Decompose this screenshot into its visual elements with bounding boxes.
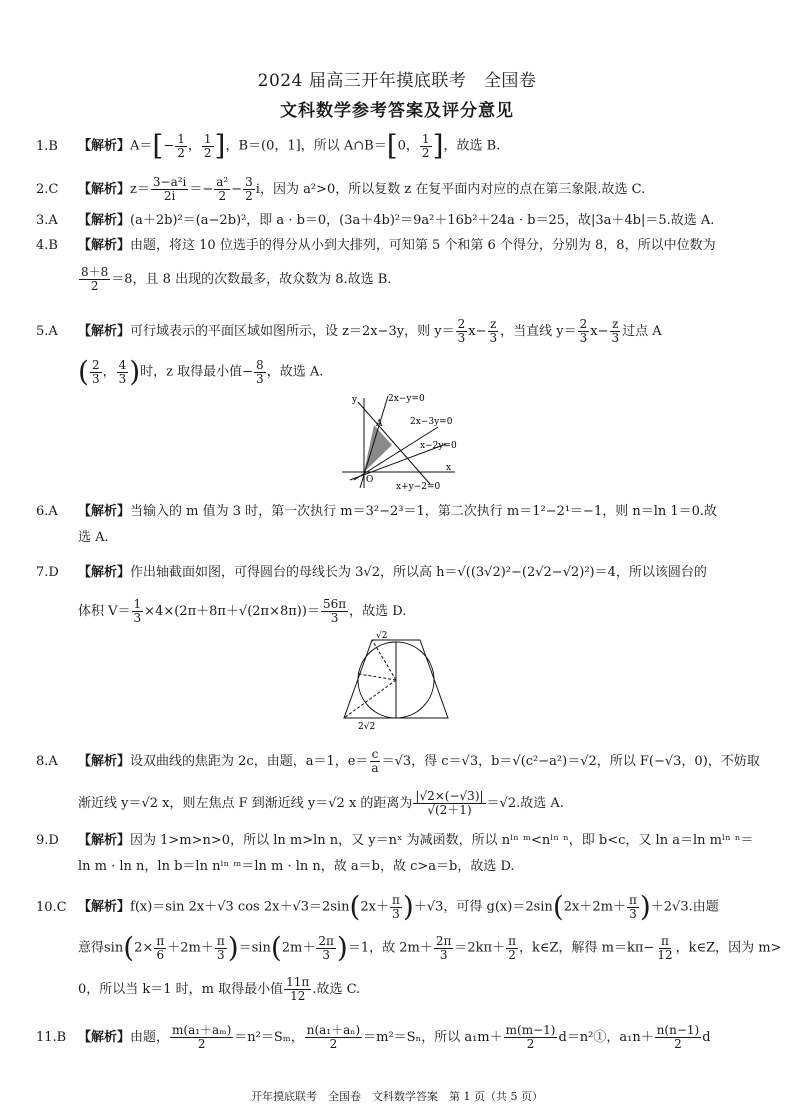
analysis-tag: 【解析】 — [78, 565, 131, 580]
answer-9: 9.D 【解析】因为 1>m>n>0，所以 ln m>ln n，又 y＝nˣ 为减函数，所以 nˡⁿ ᵐ<nˡⁿ ⁿ，即 b<c，又 ln a＝ln mˡⁿ ⁿ＝ — [36, 833, 754, 848]
page-subtitle: 文科数学参考答案及评分意见 — [280, 101, 514, 121]
answer-7: 7.D 【解析】作出轴截面如图，可得圆台的母线长为 3√2，所以高 h＝√((3√2)²−(2√2−√2)²)＝4，所以该圆台的 — [36, 565, 707, 580]
question-number: 3.A — [36, 213, 58, 228]
answer-6: 6.A 【解析】当输入的 m 值为 3 时，第一次执行 m＝3²−2³＝1，第二次执行 m＝1²−2¹＝−1，则 n＝ln 1＝0.故 — [36, 504, 718, 519]
top-length-label: √2 — [376, 631, 388, 641]
frustum-section-figure — [332, 628, 462, 732]
analysis-tag: 【解析】 — [78, 1030, 131, 1045]
line-label-2x-3y: 2x−3y=0 — [410, 417, 453, 427]
answer-11: 11.B 【解析】由题， $\frac{\text{m(a₁＋aₘ)}}{2}$ ＝n²＝Sₘ， $\frac{\text{n(a₁＋aₙ)}}{2}$ ＝m²＝Sₙ，所以 a₁m＋ $\frac{m(m-1)}{2}$ d＝n²①，a₁n＋ $\frac{n(n-1)}{2}$ d — [36, 1023, 711, 1051]
answer-8-cont: 渐近线 y＝√2 x，则左焦点 F 到渐近线 y＝√2 x 的距离为 $\frac{|√2\times(-√3)|}{√(2+1)}$ ＝√2.故选 A. — [78, 789, 564, 817]
radius-top — [372, 640, 396, 680]
analysis-tag: 【解析】 — [78, 182, 131, 197]
answer-3: 3.A 【解析】(a＋2b)²＝(a−2b)²，即 a · b＝0，(3a＋4b)²＝9a²＋16b²＋24a · b＝25，故|3a＋4b|＝5.故选 A. — [36, 213, 715, 228]
answer-7-cont: 体积 V＝ $\frac{1}{3}$ ×4×(2π＋8π＋√(2π×8π))＝ $\frac{56\pi}{3}$ ，故选 D. — [78, 597, 407, 625]
analysis-tag: 【解析】 — [78, 899, 131, 915]
analysis-tag: 【解析】 — [78, 833, 131, 848]
answer-10-cont: 意得sin(2× $\frac{\pi}{6}$ ＋2m＋ $\frac{\pi}{3}$ )＝sin(2m＋ $\frac{2\pi}{3}$ )＝1，故 2m＋ $\frac{2\pi}{3}$ ＝2kπ＋ $\frac{\pi}{2}$ ，k∈Z，解得 m＝kπ− $\frac{\pi}{12}$ ，k∈Z，因为 m> — [78, 931, 782, 964]
answer-6-cont: 选 A. — [78, 530, 109, 545]
question-number: 2.C — [36, 182, 59, 197]
page-footer: 开年摸底联考 全国卷 文科数学答案 第 1 页（共 5 页） — [251, 1090, 543, 1103]
bottom-length-label: 2√2 — [358, 722, 376, 732]
question-number: 9.D — [36, 833, 59, 848]
question-number: 10.C — [36, 899, 67, 915]
feasible-region-figure — [330, 392, 470, 492]
point-a-label: A — [376, 419, 383, 429]
analysis-tag: 【解析】 — [78, 754, 131, 769]
y-axis-label: y — [352, 395, 358, 405]
answer-5-cont: ( $\frac{2}{3}$ ， $\frac{4}{3}$ )时，z 取得最小值− $\frac{8}{3}$ ，故选 A. — [78, 355, 324, 388]
line-label-x-2y: x−2y=0 — [420, 441, 457, 451]
answer-2: 2.C 【解析】z＝ $\frac{\text{3−a²i}}{2i}$ ＝− $\frac{\text{a²}}{2}$ − $\frac{3}{2}$ i，因为 a²>0，所以复数 z 在复平面内对应的点在第三象限.故选 C. — [36, 175, 646, 203]
answer-4-cont: $\frac{8+8}{2}$ ＝8，且 8 出现的次数最多，故众数为 8.故选 B. — [81, 265, 392, 293]
analysis-tag: 【解析】 — [78, 238, 131, 253]
answer-10: 10.C 【解析】f(x)＝sin 2x＋√3 cos 2x＋√3＝2sin(2x＋ $\frac{\pi}{3}$ )＋√3，可得 g(x)＝2sin(2x＋2m＋ $\frac{\pi}{3}$ )＋2√3.由题 — [36, 890, 719, 923]
answer-8: 8.A 【解析】设双曲线的焦距为 2c，由题，a＝1，e＝ $\frac{c}{a}$ ＝√3，得 c＝√3，b＝√(c²−a²)＝√2，所以 F(−√3，0)，不妨取 — [36, 747, 760, 775]
answer-5: 5.A 【解析】可行域表示的平面区域如图所示，设 z＝2x−3y，则 y＝ $\frac{2}{3}$ x− $\frac{z}{3}$ ，当直线 y＝ $\frac{2}{3}$ x− $\frac{z}{3}$ 过点 A — [36, 317, 662, 345]
line-label-x+y-2: x+y−2=0 — [396, 482, 441, 492]
analysis-tag: 【解析】 — [78, 213, 131, 228]
question-number: 6.A — [36, 504, 58, 519]
question-number: 11.B — [36, 1030, 67, 1045]
question-number: 5.A — [36, 324, 58, 339]
answer-10-cont2: 0，所以当 k＝1 时，m 取得最小值 $\frac{11\pi}{12}$ .故选 C. — [78, 975, 361, 1003]
radius-bottom — [344, 680, 396, 718]
analysis-tag: 【解析】 — [78, 138, 131, 154]
question-number: 7.D — [36, 565, 59, 580]
origin-label: O — [366, 475, 374, 485]
line-label-2x-y: 2x−y=0 — [388, 394, 425, 404]
page-title: 2024 届高三开年摸底联考 全国卷 — [257, 71, 537, 91]
question-number: 8.A — [36, 754, 58, 769]
radius-side — [359, 674, 396, 680]
question-number: 1.B — [36, 138, 58, 154]
x-axis-label: x — [446, 463, 452, 473]
analysis-tag: 【解析】 — [78, 324, 131, 339]
question-number: 4.B — [36, 238, 58, 253]
answer-4: 4.B 【解析】由题，将这 10 位选手的得分从小到大排列，可知第 5 个和第 6 个得分，分别为 8，8，所以中位数为 — [36, 238, 716, 253]
answer-9-cont: ln m · ln n，ln b＝ln nˡⁿ ᵐ＝ln m · ln n，故 a＝b，故 c>a＝b，故选 D. — [78, 859, 515, 874]
analysis-tag: 【解析】 — [78, 504, 131, 519]
answer-1: 1.B 【解析】A＝[− $\frac{1}{2}$ ， $\frac{1}{2}$ ]，B＝(0，1]，所以 A∩B＝[0， $\frac{1}{2}$ ]，故选 B. — [36, 129, 501, 162]
